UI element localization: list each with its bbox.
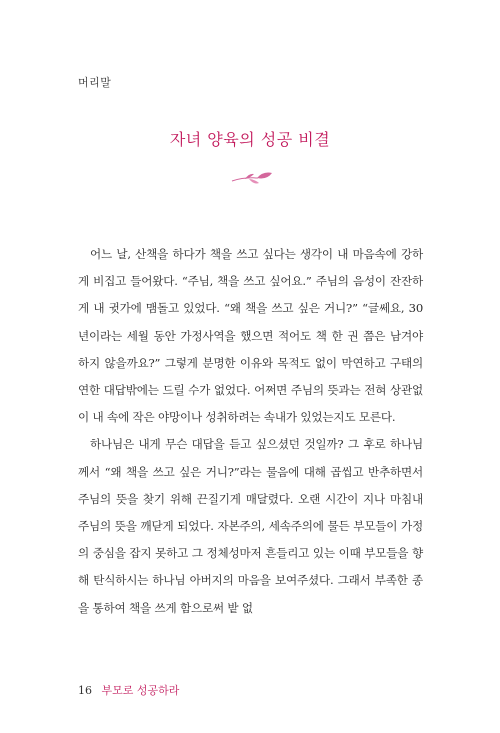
chapter-title: 자녀 양육의 성공 비결 — [169, 130, 331, 149]
page-number: 16 — [78, 684, 92, 697]
paragraph: 하나님은 내게 무슨 대답을 듣고 싶으셨던 것일까? 그 후로 하나님께서 “왜 책을 쓰고 싶은 거니?”라는 물음에 대해 곱씹고 반추하면서 주님의 뜻을 찾기 위해 끈질기게 매달렸다. 오랜 시간이 지나 마침내 주님의 뜻을 깨닫게 되었다. 자본주의, 세속주의에 물든 부모들이 가정의 중심을 잡지 못하고 그 정체성마저 흔들리고 있는 이때 부모들을 향해 탄식하시는 하나님 아버지의 마음을 보여주셨다. 그래서 부족한 종을 통하여 책을 쓰게 함으로써 밭 없 — [78, 437, 423, 615]
section-label: 머리말 — [78, 76, 112, 89]
running-title: 부모로 성공하라 — [101, 684, 180, 697]
paragraph: 어느 날, 산책을 하다가 책을 쓰고 싶다는 생각이 내 마음속에 강하게 비집고 들어왔다. “주님, 책을 쓰고 싶어요.” 주님의 음성이 잔잔하게 내 귓가에 맴돌고 있었다. “왜 책을 쓰고 싶은 거니?” “글쎄요, 30년이라는 세월 동안 가정사역을 했으면 적어도 책 한 권 쯤은 남겨야 하지 않을까요?” 그렇게 분명한 이유와 목적도 없이 막연하고 구태의연한 대답밖에는 드릴 수가 없었다. 어쩌면 주님의 뜻과는 전혀 상관없이 내 속에 작은 야망이나 성취하려는 속내가 있었는지도 모른다. — [78, 247, 423, 425]
page-footer — [78, 682, 179, 698]
body-text — [78, 241, 423, 622]
flower-branch-icon — [230, 170, 274, 188]
